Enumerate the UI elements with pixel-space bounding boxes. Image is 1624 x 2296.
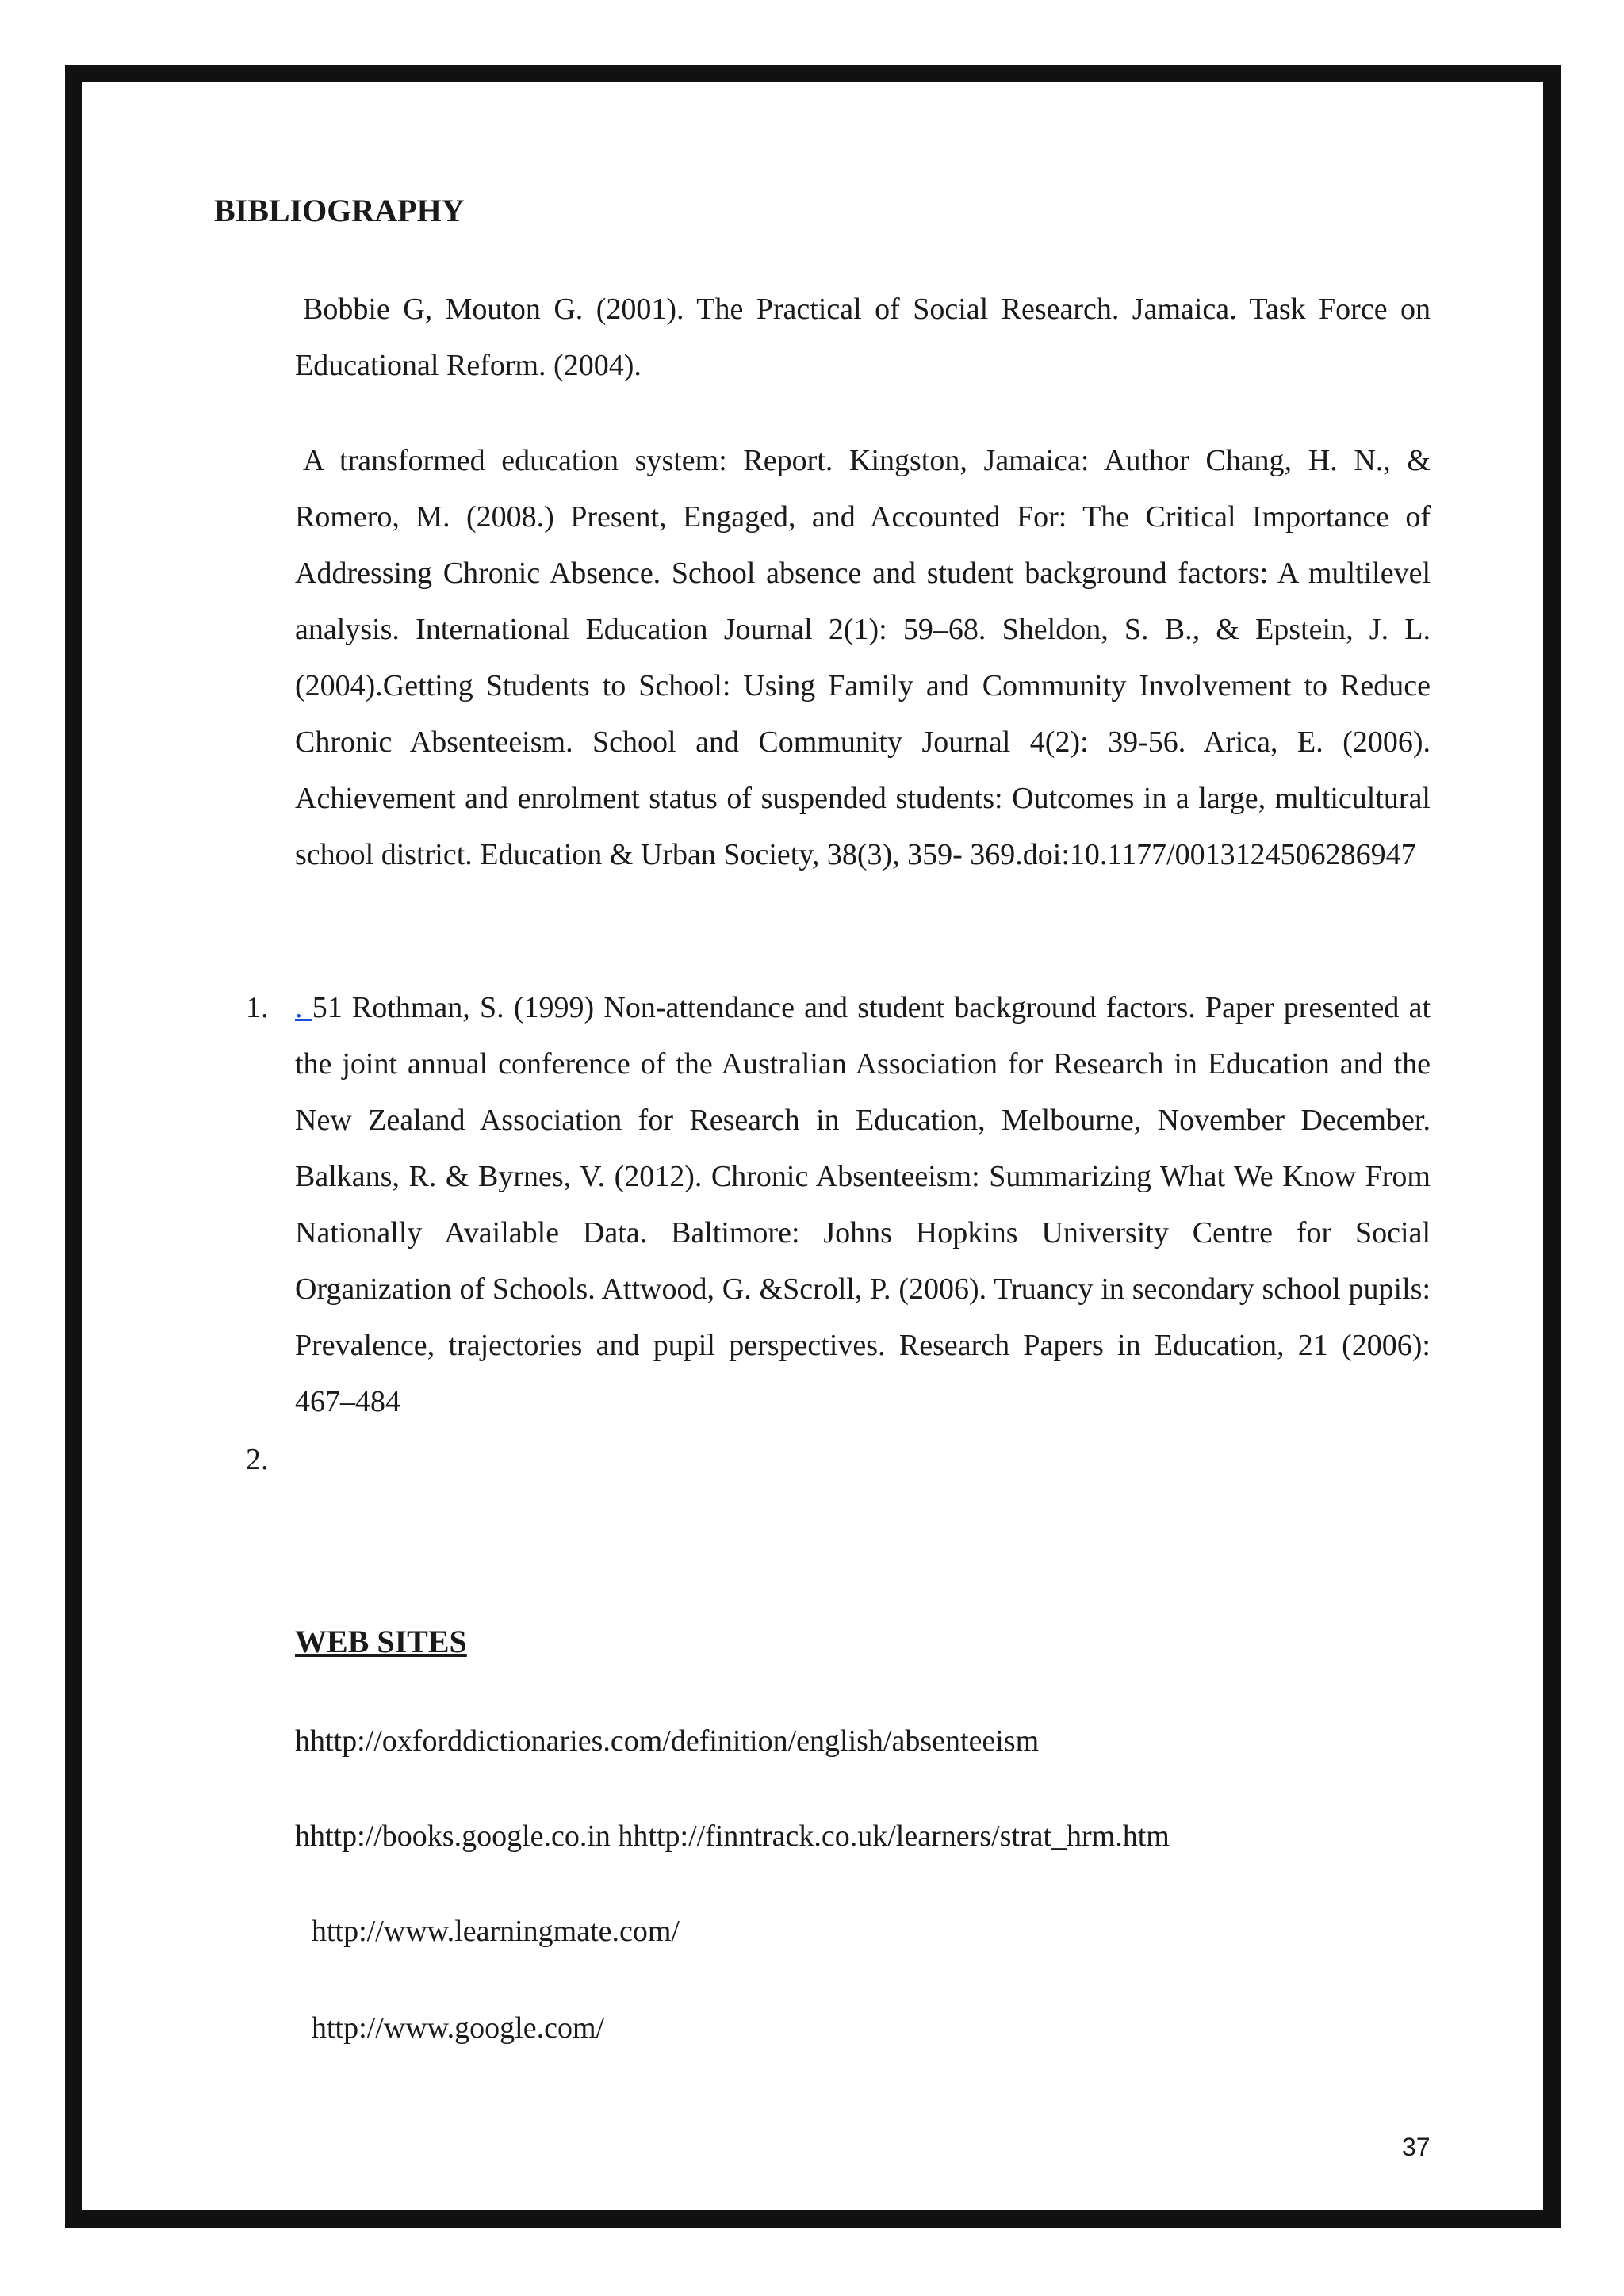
website-url: http://www.google.com/ xyxy=(312,2011,605,2045)
list-number: 2. xyxy=(246,1443,269,1476)
web-sites-heading: WEB SITES xyxy=(295,1624,467,1659)
footnote-link[interactable]: . xyxy=(295,991,312,1024)
list-number: 1. xyxy=(246,991,269,1024)
website-url: hhttp://books.google.co.in hhttp://finntrack.co.uk/learners/strat_hrm.htm xyxy=(295,1820,1170,1853)
bibliography-heading: BIBLIOGRAPHY xyxy=(214,193,465,228)
bibliography-entry-text: 51 Rothman, S. (1999) Non-attendance and student background factors. Paper presented at the joint annual conference of the Australian Association for Research in Education and the New Zealand Association for Research in Education, Melbourne, November December. Balkans, R. & Byrnes, V. (2012). Chronic Absenteeism: Summarizing What We Know From Nationally Available Data. Baltimore: Johns Hopkins University Centre for Social Organization of Schools. Attwood, G. &Scroll, P. (2006). Truancy in secondary school pupils: Prevalence, trajectories and pupil perspectives. Research Papers in Education, 21 (2006): 467–484 xyxy=(295,991,1431,1418)
bibliography-entry xyxy=(295,980,1431,1430)
page-number: 37 xyxy=(1402,2133,1431,2161)
website-url: http://www.learningmate.com/ xyxy=(312,1915,680,1948)
website-url: hhttp://oxforddictionaries.com/definition/english/absenteeism xyxy=(295,1724,1040,1758)
bibliography-entry: A transformed education system: Report. Kingston, Jamaica: Author Chang, H. N., & Romero, M. (2008.) Present, Engaged, and Accounted For: The Critical Importance of Addressing Chronic Absence. School absence and student background factors: A multilevel analysis. International Education Journal 2(1): 59–68. Sheldon, S. B., & Epstein, J. L. (2004).Getting Students to School: Using Family and Community Involvement to Reduce Chronic Absenteeism. School and Community Journal 4(2): 39-56. Arica, E. (2006). Achievement and enrolment status of suspended students: Outcomes in a large, multicultural school district. Education & Urban Society, 38(3), 359- 369.doi:10.1177/0013124506286947 xyxy=(295,444,1431,871)
bibliography-entry: Bobbie G, Mouton G. (2001). The Practical of Social Research. Jamaica. Task Force on Educational Reform. (2004). xyxy=(295,293,1431,382)
